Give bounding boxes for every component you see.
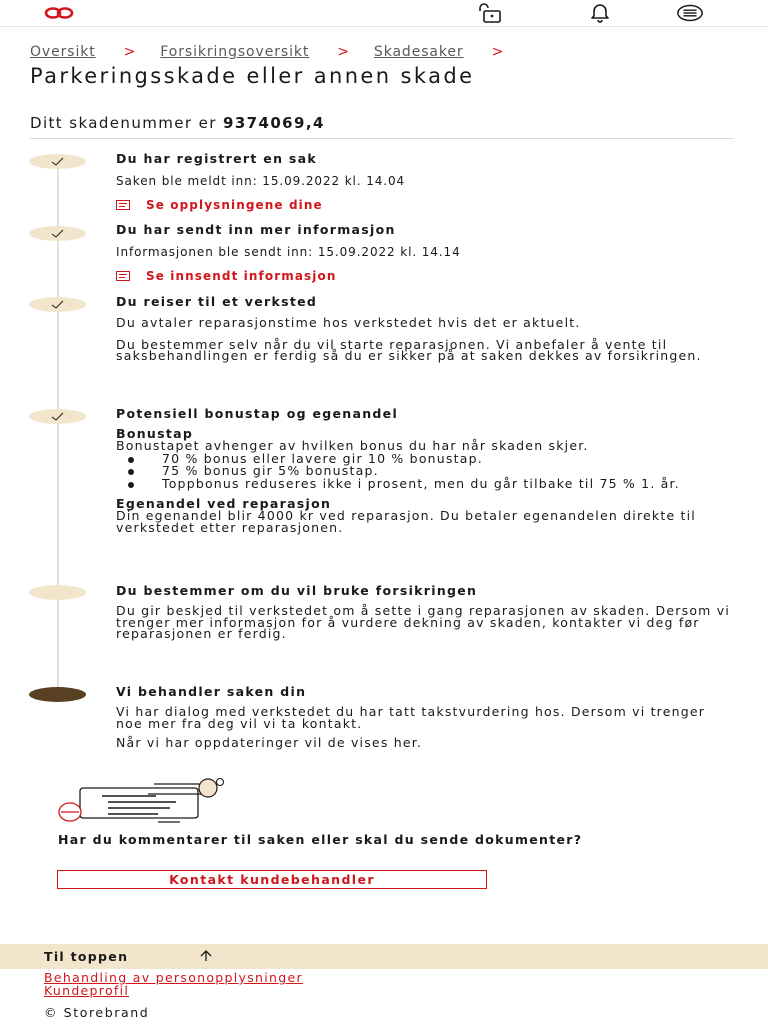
bonus-text: Bonustapet avhenger av hvilken bonus du har når skaden skjer. bbox=[116, 438, 589, 453]
deductible-text: Din egenandel blir 4000 kr ved reparasjon. Du betaler egenandelen direkte til verkstedet etter reparasjonen. bbox=[116, 508, 696, 535]
list-item: Toppbonus reduseres ikke i prosent, men du går tilbake til 75 % 1. år. bbox=[116, 478, 734, 491]
step-title: Potensiell bonustap og egenandel bbox=[116, 406, 399, 421]
back-to-top-bar[interactable] bbox=[0, 944, 768, 969]
bonus-heading: Bonustap bbox=[116, 426, 194, 441]
document-icon bbox=[116, 200, 130, 210]
deductible-heading: Egenandel ved reparasjon bbox=[116, 496, 332, 511]
timeline-step bbox=[116, 224, 734, 283]
step-text: Du avtaler reparasjonstime hos verkstedet hvis det er aktuelt. bbox=[116, 315, 581, 330]
step-title: Du bestemmer om du vil bruke forsikringen bbox=[116, 583, 478, 598]
checkmark-icon bbox=[50, 410, 65, 423]
breadcrumb-item-oversikt[interactable]: Oversikt bbox=[30, 44, 96, 60]
breadcrumb-item-skadesaker[interactable]: Skadesaker bbox=[373, 44, 464, 60]
timeline-step bbox=[116, 686, 734, 749]
checkmark-icon bbox=[50, 227, 65, 240]
see-details-link[interactable] bbox=[116, 198, 734, 212]
bell-icon[interactable] bbox=[586, 3, 614, 23]
storebrand-logo-icon[interactable] bbox=[44, 6, 74, 20]
step-text: Du bestemmer selv når du vil starte reparasjonen. Vi anbefaler å vente til saksbehandlingen er ferdig så du er sikker på at saken dekkes av forsikringen. bbox=[116, 336, 702, 363]
document-chat-illustration-icon bbox=[58, 778, 228, 826]
checkmark-icon bbox=[50, 155, 65, 168]
breadcrumb-separator: > bbox=[491, 44, 505, 60]
timeline-step bbox=[116, 585, 734, 640]
breadcrumb-separator: > bbox=[123, 44, 137, 60]
menu-icon[interactable] bbox=[676, 3, 704, 23]
step-text: Når vi har oppdateringer vil de vises her. bbox=[116, 735, 423, 750]
list-item: 75 % bonus gir 5% bonustap. bbox=[116, 465, 734, 478]
footer bbox=[0, 969, 768, 1024]
timeline-line bbox=[57, 162, 59, 694]
link-label: Se innsendt informasjon bbox=[146, 268, 337, 283]
step-title: Du reiser til et verksted bbox=[116, 294, 318, 309]
checkmark-icon bbox=[50, 298, 65, 311]
claim-number: 9374069,4 bbox=[223, 114, 325, 132]
list-item: 70 % bonus eller lavere gir 10 % bonustap. bbox=[116, 453, 734, 466]
timeline-step bbox=[116, 296, 734, 362]
step-pending-indicator bbox=[29, 585, 86, 600]
breadcrumb bbox=[30, 44, 768, 62]
step-done-indicator bbox=[29, 226, 86, 241]
step-title: Du har sendt inn mer informasjon bbox=[116, 222, 396, 237]
timeline-step bbox=[116, 408, 734, 533]
step-done-indicator bbox=[29, 409, 86, 424]
step-text: Du gir beskjed til verkstedet om å sette i gang reparasjonen av skaden. Dersom vi trenger mer informasjon for å vurdere dekning av skaden, kontakter vi deg før reparasjonen er ferdig. bbox=[116, 603, 730, 641]
bonus-list bbox=[116, 450, 734, 491]
step-title: Du har registrert en sak bbox=[116, 151, 318, 166]
step-timestamp: Informasjonen ble sendt inn: 15.09.2022 kl. 14.14 bbox=[116, 245, 461, 259]
arrow-up-icon bbox=[198, 950, 214, 962]
comment-question: Har du kommentarer til saken eller skal du sende dokumenter? bbox=[58, 832, 583, 847]
lock-open-icon[interactable] bbox=[478, 3, 506, 23]
claim-number-prefix: Ditt skadenummer er bbox=[30, 114, 217, 132]
document-icon bbox=[116, 271, 130, 281]
see-submitted-info-link[interactable] bbox=[116, 269, 734, 283]
step-text: Vi har dialog med verkstedet du har tatt takstvurdering hos. Dersom vi trenger noe mer fra deg vil vi ta kontakt. bbox=[116, 704, 706, 731]
privacy-link[interactable]: Behandling av personopplysninger bbox=[44, 970, 303, 985]
breadcrumb-separator: > bbox=[337, 44, 350, 60]
copyright: © Storebrand bbox=[44, 1005, 150, 1020]
breadcrumb-item-forsikringsoversikt[interactable]: Forsikringsoversikt bbox=[160, 44, 310, 60]
step-done-indicator bbox=[29, 154, 86, 169]
divider bbox=[30, 138, 734, 139]
top-bar bbox=[0, 0, 768, 27]
step-title: Vi behandler saken din bbox=[116, 684, 307, 699]
claim-number-line bbox=[30, 114, 325, 132]
step-done-indicator bbox=[29, 297, 86, 312]
contact-caseworker-button[interactable]: Kontakt kundebehandler bbox=[57, 870, 487, 889]
step-timestamp: Saken ble meldt inn: 15.09.2022 kl. 14.04 bbox=[116, 174, 406, 188]
page-title: Parkeringsskade eller annen skade bbox=[30, 64, 475, 88]
timeline-step bbox=[116, 153, 734, 212]
customer-profile-link[interactable]: Kundeprofil bbox=[44, 983, 130, 998]
step-active-indicator bbox=[29, 687, 86, 702]
back-to-top-label: Til toppen bbox=[44, 949, 129, 964]
link-label: Se opplysningene dine bbox=[146, 197, 323, 212]
